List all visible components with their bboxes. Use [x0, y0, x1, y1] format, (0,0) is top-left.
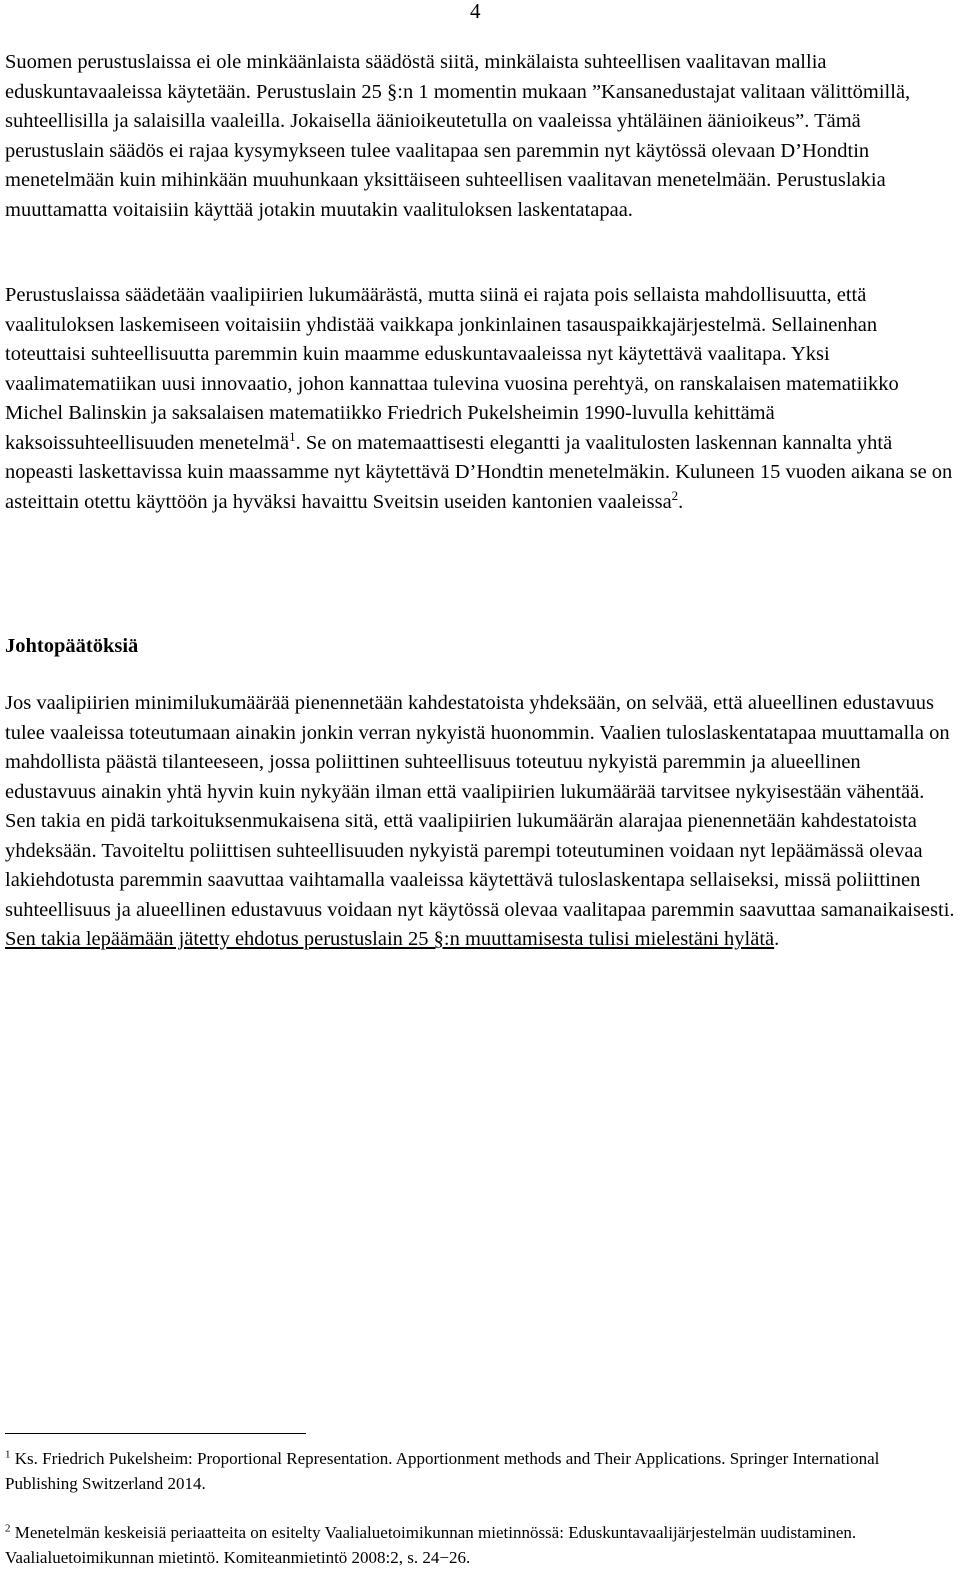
- paragraph-conclusions-text: Jos vaalipiirien minimilukumäärää pienennetään kahdestatoista yhdeksään, on selvää, että alueellinen edustavuus tulee vaaleissa toteutumaan ainakin jonkin verran nykyistä huonommin. Vaalien tuloslaskentatapaa muuttamalla on mahdollista päästä tilanteeseen, jossa poliittinen suhteellisuus toteutuu nykyistä paremmin ja alueellinen edustavuus ainakin yhtä hyvin kuin nykyään ilman että vaalipiirien lukumäärää tarvitsee nykyisestään vähentää. Sen takia en pidä tarkoituksenmukaisena sitä, että vaalipiirien lukumäärän alarajaa pienennetään kahdestatoista yhdeksään. Tavoiteltu poliittisen suhteellisuuden nykyistä parempi toteutuminen voidaan nyt lepäämässä olevaa lakiehdotusta paremmin saavuttaa vaihtamalla vaaleissa käytettävä tuloslaskentapa sellaiseksi, missä poliittinen suhteellisuus ja alueellinen edustavuus voidaan nyt käytössä olevaa vaalitapaa paremmin saavuttaa samanaikaisesti.: [5, 692, 955, 921]
- paragraph-conclusions: [5, 689, 955, 955]
- paragraph-constitution-text: Suomen perustuslaissa ei ole minkäänlaista säädöstä siitä, minkälaista suhteellisen vaalitavan mallia eduskuntavaaleissa käytetään. Perustuslain 25 §:n 1 momentin mukaan ”Kansanedustajat valitaan välittömillä, suhteellisilla ja salaisilla vaaleilla. Jokaisella äänioikeutetulla on vaaleissa yhtäläinen äänioikeus”. Tämä perustuslain säädös ei rajaa kysymykseen tulee vaalitapaa sen paremmin nyt käytössä olevaan D’Hondtin menetelmään kuin mihinkään muuhunkaan yksittäiseen suhteellisen vaalitavan menetelmään. Perustuslakia muuttamatta voitaisiin käyttää jotakin muutakin vaalituloksen laskentatapaa.: [5, 51, 911, 221]
- paragraph-constitution: [5, 48, 955, 225]
- paragraph-seat-allocation-text-a: Perustuslaissa säädetään vaalipiirien lukumäärästä, mutta siinä ei rajata pois sellaista mahdollisuutta, että vaalituloksen laskemiseen voitaisiin yhdistää vaikkapa jonkinlainen tasauspaikkajärjestelmä. Sellainenhan toteuttaisi suhteellisuutta paremmin kuin maamme eduskuntavaaleissa nyt käytettävä vaalitapa. Yksi vaalimatematiikan uusi innovaatio, johon kannattaa tulevina vuosina perehtyä, on ranskalaisen matematiikko Michel Balinskin ja saksalaisen matematiikko Friedrich Pukelsheimin 1990-luvulla kehittämä kaksoissuhteellisuuden menetelmä: [5, 284, 899, 454]
- footnote-ref-1[interactable]: 1: [289, 428, 296, 444]
- footnote-2-mark: 2: [5, 1522, 11, 1535]
- page-number: 4: [470, 0, 481, 23]
- footnote-separator: [5, 1433, 306, 1434]
- footnote-ref-2[interactable]: 2: [671, 487, 679, 503]
- footnote-1-text: Ks. Friedrich Pukelsheim: Proportional Representation. Apportionment methods and Their Applications. Springer International Publishing Switzerland 2014.: [5, 1449, 880, 1493]
- paragraph-seat-allocation: [5, 281, 955, 517]
- section-heading-conclusions: Johtopäätöksiä: [5, 635, 139, 657]
- paragraph-seat-allocation-text-b: . Se on matemaattisesti elegantti ja vaalitulosten laskennan kannalta yhtä nopeasti laskettavissa kuin maassamme nyt käytettävä D’Hondtin menetelmäkin. Kuluneen 15 vuoden aikana se on asteittain otettu käyttöön ja hyväksi havaittu Sveitsin useiden kantonien vaaleissa: [5, 431, 953, 513]
- footnote-2-text: Menetelmän keskeisiä periaatteita on esitelty Vaalialuetoimikunnan mietinnössä: Eduskuntavaalijärjestelmän uudistaminen. Vaalialuetoimikunnan mietintö. Komiteanmietintö 2008:2, s. 24−26.: [5, 1523, 857, 1567]
- footnote-1: [5, 1446, 955, 1496]
- paragraph-conclusions-underlined: Sen takia lepäämään jätetty ehdotus perustuslain 25 §:n muuttamisesta tulisi mielestäni hylätä: [5, 928, 775, 950]
- paragraph-conclusions-end: .: [774, 928, 780, 950]
- paragraph-seat-allocation-text-c: .: [678, 490, 684, 513]
- footnote-1-mark: 1: [5, 1448, 11, 1461]
- footnote-2: [5, 1520, 955, 1570]
